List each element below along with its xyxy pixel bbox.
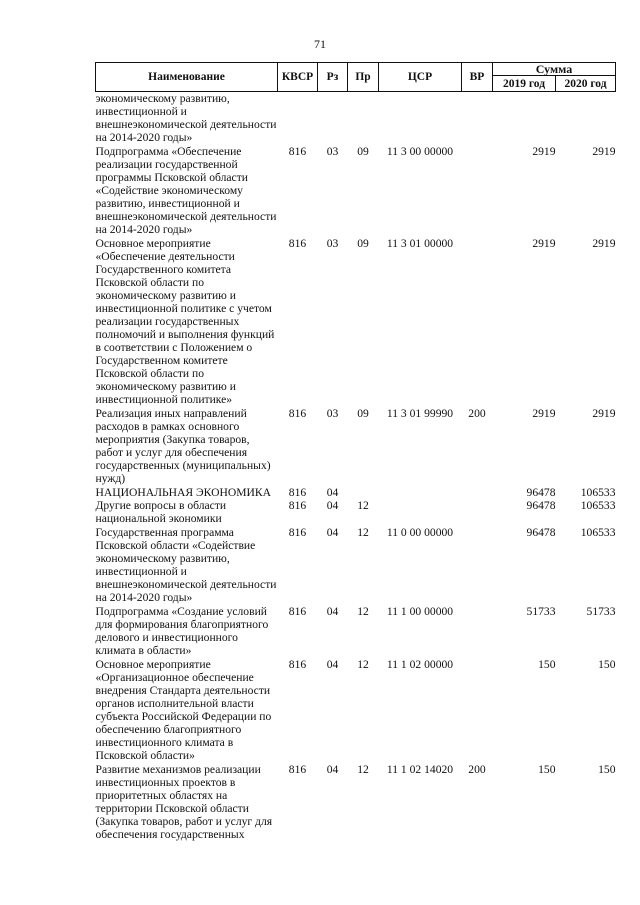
row-kvsr: 816 [288,499,307,512]
table-row [96,499,616,525]
row-pr: 09 [357,237,369,250]
row-pr: 12 [357,605,369,618]
header-csr: ЦСР [379,63,462,92]
table-row [96,485,616,499]
row-sum-2019: 150 [538,658,556,671]
row-rz: 04 [326,499,339,512]
table-row [96,406,616,485]
row-csr: 11 1 00 00000 [386,605,454,618]
row-kvsr: 816 [288,763,307,776]
budget-table [95,62,616,841]
table-row [96,236,616,406]
row-rz: 04 [326,486,339,499]
row-sum-2019: 96478 [526,486,556,499]
header-kvsr: КВСР [278,63,318,92]
table-row [96,657,616,762]
row-name: Государственная программа Псковской области «Содействие экономическому развитию, инвестиционной и внешнеэкономической деятельности на 2014-2020 годы» [95,526,277,604]
row-sum-2020: 150 [598,763,616,776]
header-pr: Пр [348,63,379,92]
table-row [96,92,616,145]
row-csr [379,485,462,499]
row-pr [348,485,379,499]
row-pr [348,92,379,145]
row-rz: 03 [326,407,339,420]
row-kvsr: 816 [288,605,307,618]
page-number: 71 [314,37,326,51]
row-csr: 11 3 00 00000 [386,145,454,158]
row-csr: 11 1 02 00000 [386,658,454,671]
row-vr: 200 [468,407,486,420]
row-sum-2019 [493,92,556,145]
table-row [96,525,616,604]
row-name: экономическому развитию, инвестиционной и внешнеэкономической деятельности на 2014-2020 годы» [95,92,277,144]
row-name: НАЦИОНАЛЬНАЯ ЭКОНОМИКА [95,486,272,499]
row-sum-2019: 96478 [526,526,556,539]
row-sum-2019: 96478 [526,499,556,512]
row-vr [462,604,493,657]
row-sum-2019: 2919 [532,237,556,250]
row-sum-2019: 150 [538,763,556,776]
row-sum-2019: 2919 [532,145,556,158]
row-csr [379,499,462,525]
row-kvsr: 816 [288,526,307,539]
row-rz: 04 [326,763,339,776]
header-rz: Рз [318,63,348,92]
row-sum-2020: 51733 [586,605,616,618]
row-rz: 04 [326,658,339,671]
table-body [96,92,616,842]
row-kvsr: 816 [288,145,307,158]
row-name: Основное мероприятие «Организационное обеспечение внедрения Стандарта деятельности органов исполнительной власти субъекта Российской Федерации по обеспечению благоприятного инвестиционного климата в Псковской области» [95,658,272,762]
row-rz: 03 [326,237,339,250]
row-csr: 11 0 00 00000 [386,526,454,539]
row-sum-2020: 150 [598,658,616,671]
row-sum-2020: 106533 [580,526,616,539]
row-kvsr: 816 [288,237,307,250]
row-vr [462,499,493,525]
row-vr: 200 [468,763,486,776]
row-kvsr: 816 [288,407,307,420]
row-name: Реализация иных направлений расходов в рамках основного мероприятия (Закупка товаров, работ и услуг для обеспечения государственных (муниципальных) нужд) [95,407,271,485]
header-name: Наименование [96,63,278,92]
row-pr: 12 [357,763,369,776]
header-vr: ВР [462,63,493,92]
row-kvsr [278,92,318,145]
row-rz [318,92,348,145]
row-pr: 09 [357,145,369,158]
row-csr [379,92,462,145]
row-sum-2020: 2919 [592,237,616,250]
row-sum-2020: 106533 [580,486,616,499]
header-year-2020: 2020 год [556,76,616,92]
row-rz: 04 [326,605,339,618]
row-rz: 03 [326,145,339,158]
row-name: Развитие механизмов реализации инвестиционных проектов в приоритетных областях на территории Псковской области (Закупка товаров, работ и услуг для обеспечения государственных [95,763,273,841]
row-sum-2020: 106533 [580,499,616,512]
row-csr: 11 1 02 14020 [386,763,454,776]
row-pr: 12 [357,499,369,512]
row-sum-2020: 2919 [592,407,616,420]
table-row [96,144,616,236]
row-csr: 11 3 01 00000 [386,237,454,250]
header-sum: Сумма [493,63,616,76]
row-pr: 12 [357,658,369,671]
row-name: Подпрограмма «Создание условий для формирования благоприятного делового и инвестиционного климата в области» [95,605,269,657]
row-vr [462,525,493,604]
row-name: Основное мероприятие «Обеспечение деятельности Государственного комитета Псковской области по экономическому развитию и инвестиционной политике с учетом реализации государственных полномочий и выполнения функций в соответствии с Положением о Государственном комитете Псковской области по экономическому развитию и инвестиционной политике» [95,237,275,406]
table-row [96,604,616,657]
row-sum-2020 [556,92,616,145]
row-kvsr: 816 [288,658,307,671]
table-row [96,762,616,841]
row-sum-2019: 2919 [532,407,556,420]
row-rz: 04 [326,526,339,539]
row-vr [462,657,493,762]
row-vr [462,92,493,145]
row-pr: 12 [357,526,369,539]
row-sum-2019: 51733 [526,605,556,618]
row-sum-2020: 2919 [592,145,616,158]
row-vr [462,144,493,236]
row-vr [462,236,493,406]
row-name: Подпрограмма «Обеспечение реализации государственной программы Псковской области «Содействие экономическому развитию, инвестиционной и внешнеэкономической деятельности на 2014-2020 годы» [95,145,277,236]
row-vr [462,485,493,499]
header-year-2019: 2019 год [493,76,556,92]
row-name: Другие вопросы в области национальной экономики [95,499,227,525]
row-csr: 11 3 01 99990 [386,407,454,420]
row-pr: 09 [357,407,369,420]
row-kvsr: 816 [288,486,307,499]
